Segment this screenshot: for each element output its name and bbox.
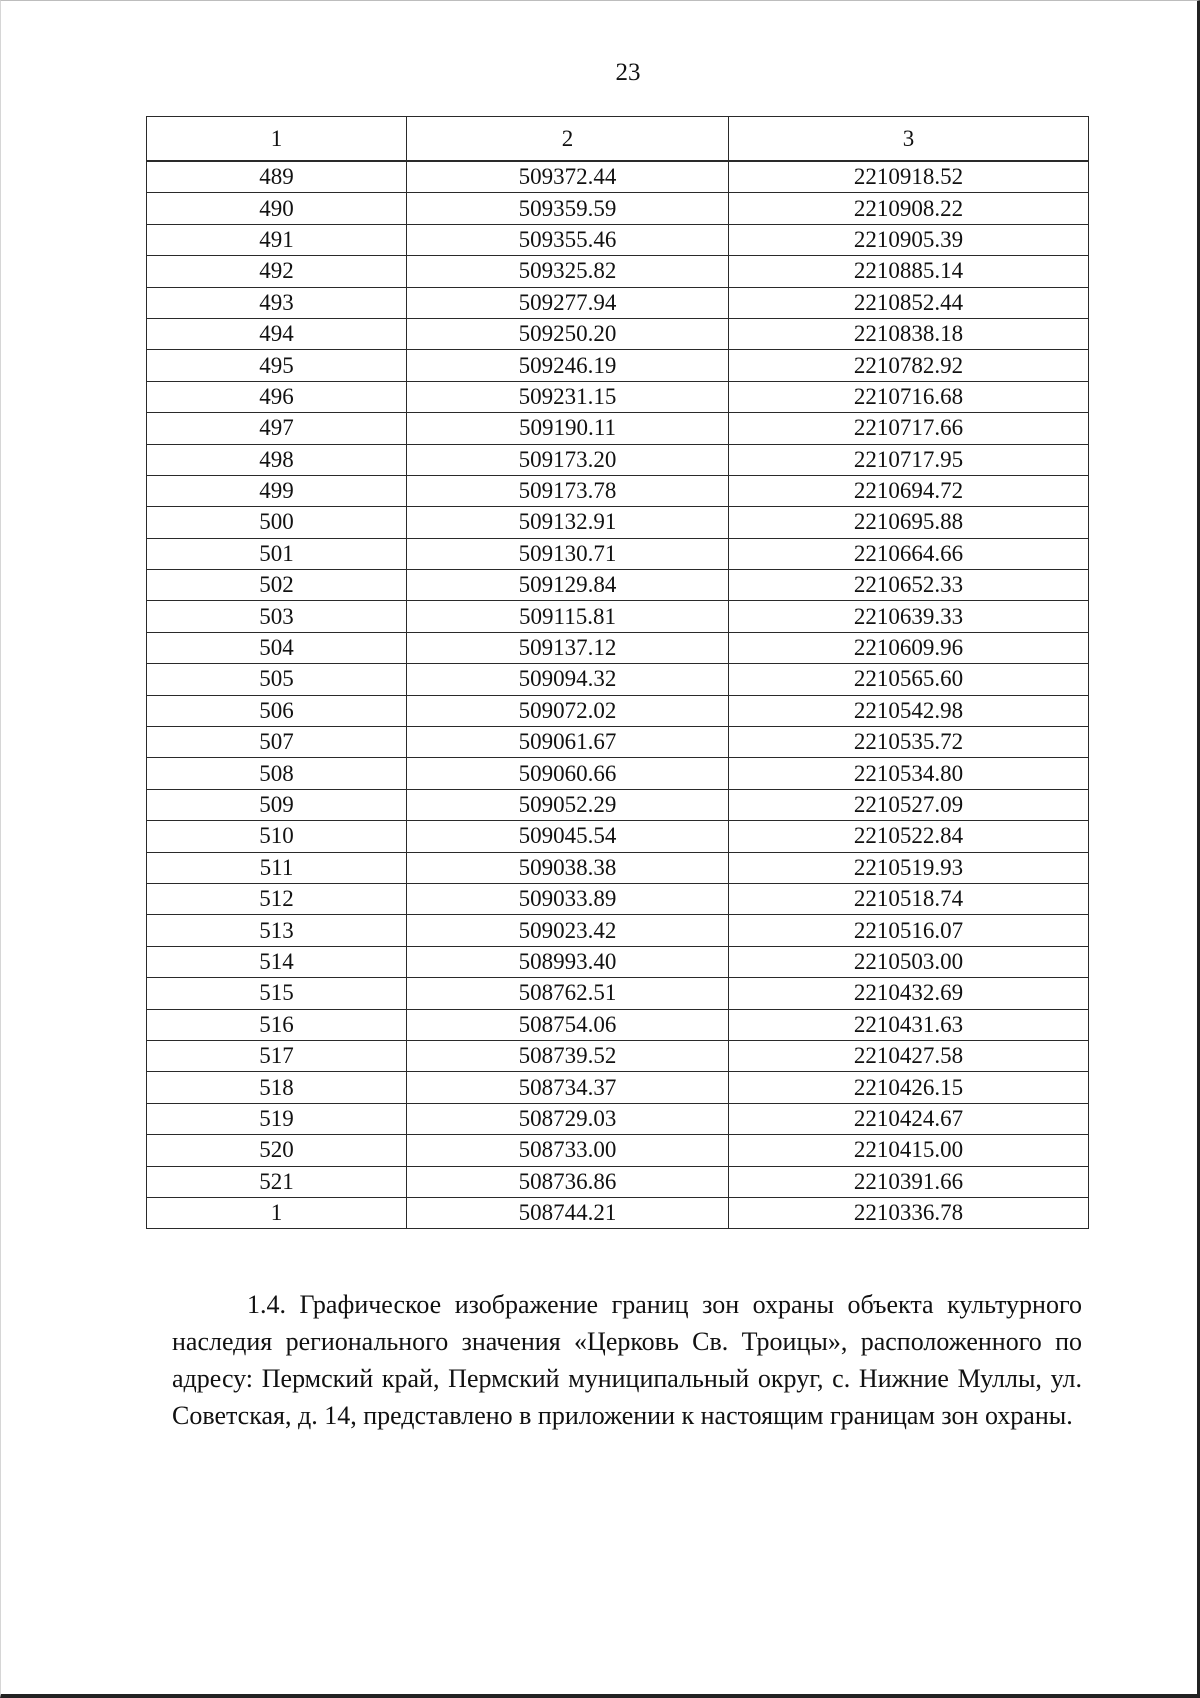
point-number-cell: 508 <box>147 758 407 789</box>
point-number-cell: 518 <box>147 1072 407 1103</box>
point-number-cell: 512 <box>147 883 407 914</box>
table-row <box>147 1166 1089 1197</box>
x-coordinate-cell: 509052.29 <box>407 789 729 820</box>
point-number-cell: 509 <box>147 789 407 820</box>
table-row <box>147 883 1089 914</box>
point-number-cell: 500 <box>147 507 407 538</box>
x-coordinate-cell: 508754.06 <box>407 1009 729 1040</box>
table-row <box>147 695 1089 726</box>
y-coordinate-cell: 2210717.95 <box>729 444 1089 475</box>
x-coordinate-cell: 509038.38 <box>407 852 729 883</box>
y-coordinate-cell: 2210908.22 <box>729 193 1089 224</box>
point-number-cell: 495 <box>147 350 407 381</box>
table-row <box>147 413 1089 444</box>
x-coordinate-cell: 509129.84 <box>407 570 729 601</box>
point-number-cell: 520 <box>147 1135 407 1166</box>
table-row <box>147 381 1089 412</box>
y-coordinate-cell: 2210519.93 <box>729 852 1089 883</box>
y-coordinate-cell: 2210694.72 <box>729 475 1089 506</box>
x-coordinate-cell: 509132.91 <box>407 507 729 538</box>
x-coordinate-cell: 508739.52 <box>407 1040 729 1071</box>
x-coordinate-cell: 509060.66 <box>407 758 729 789</box>
point-number-cell: 1 <box>147 1197 407 1228</box>
table-header-row <box>147 117 1089 162</box>
y-coordinate-cell: 2210527.09 <box>729 789 1089 820</box>
y-coordinate-cell: 2210782.92 <box>729 350 1089 381</box>
y-coordinate-cell: 2210542.98 <box>729 695 1089 726</box>
table-row <box>147 1197 1089 1228</box>
x-coordinate-cell: 509246.19 <box>407 350 729 381</box>
x-coordinate-cell: 509231.15 <box>407 381 729 412</box>
point-number-cell: 506 <box>147 695 407 726</box>
y-coordinate-cell: 2210424.67 <box>729 1103 1089 1134</box>
table-row <box>147 193 1089 224</box>
x-coordinate-cell: 509325.82 <box>407 256 729 287</box>
x-coordinate-cell: 509250.20 <box>407 318 729 349</box>
x-coordinate-cell: 509355.46 <box>407 224 729 255</box>
table-row <box>147 444 1089 475</box>
x-coordinate-cell: 508736.86 <box>407 1166 729 1197</box>
y-coordinate-cell: 2210336.78 <box>729 1197 1089 1228</box>
point-number-cell: 507 <box>147 727 407 758</box>
point-number-cell: 493 <box>147 287 407 318</box>
point-number-cell: 516 <box>147 1009 407 1040</box>
table-row <box>147 1135 1089 1166</box>
point-number-cell: 517 <box>147 1040 407 1071</box>
y-coordinate-cell: 2210534.80 <box>729 758 1089 789</box>
point-number-cell: 521 <box>147 1166 407 1197</box>
table-row <box>147 946 1089 977</box>
table-row <box>147 1072 1089 1103</box>
point-number-cell: 491 <box>147 224 407 255</box>
point-number-cell: 490 <box>147 193 407 224</box>
y-coordinate-cell: 2210918.52 <box>729 161 1089 193</box>
x-coordinate-cell: 509061.67 <box>407 727 729 758</box>
y-coordinate-cell: 2210535.72 <box>729 727 1089 758</box>
table-row <box>147 664 1089 695</box>
point-number-cell: 519 <box>147 1103 407 1134</box>
table-row <box>147 256 1089 287</box>
table-row <box>147 978 1089 1009</box>
y-coordinate-cell: 2210565.60 <box>729 664 1089 695</box>
table-row <box>147 758 1089 789</box>
page-number: 23 <box>615 59 641 86</box>
x-coordinate-cell: 509277.94 <box>407 287 729 318</box>
point-number-cell: 502 <box>147 570 407 601</box>
y-coordinate-cell: 2210427.58 <box>729 1040 1089 1071</box>
x-coordinate-cell: 509094.32 <box>407 664 729 695</box>
x-coordinate-cell: 509045.54 <box>407 821 729 852</box>
coordinates-table <box>146 116 1089 1229</box>
x-coordinate-cell: 509190.11 <box>407 413 729 444</box>
point-number-cell: 505 <box>147 664 407 695</box>
point-number-cell: 514 <box>147 946 407 977</box>
x-coordinate-cell: 509173.20 <box>407 444 729 475</box>
table-row <box>147 1040 1089 1071</box>
x-coordinate-cell: 509072.02 <box>407 695 729 726</box>
table-row <box>147 1103 1089 1134</box>
point-number-cell: 501 <box>147 538 407 569</box>
point-number-cell: 513 <box>147 915 407 946</box>
point-number-cell: 494 <box>147 318 407 349</box>
y-coordinate-cell: 2210885.14 <box>729 256 1089 287</box>
point-number-cell: 496 <box>147 381 407 412</box>
y-coordinate-cell: 2210664.66 <box>729 538 1089 569</box>
point-number-cell: 498 <box>147 444 407 475</box>
point-number-cell: 515 <box>147 978 407 1009</box>
x-coordinate-cell: 508733.00 <box>407 1135 729 1166</box>
y-coordinate-cell: 2210905.39 <box>729 224 1089 255</box>
table-row <box>147 538 1089 569</box>
x-coordinate-cell: 508744.21 <box>407 1197 729 1228</box>
y-coordinate-cell: 2210518.74 <box>729 883 1089 914</box>
point-number-cell: 492 <box>147 256 407 287</box>
y-coordinate-cell: 2210516.07 <box>729 915 1089 946</box>
table-row <box>147 507 1089 538</box>
table-row <box>147 1009 1089 1040</box>
y-coordinate-cell: 2210852.44 <box>729 287 1089 318</box>
x-coordinate-cell: 508762.51 <box>407 978 729 1009</box>
point-number-cell: 511 <box>147 852 407 883</box>
x-coordinate-cell: 509372.44 <box>407 161 729 193</box>
x-coordinate-cell: 509173.78 <box>407 475 729 506</box>
y-coordinate-cell: 2210609.96 <box>729 632 1089 663</box>
x-coordinate-cell: 509137.12 <box>407 632 729 663</box>
x-coordinate-cell: 508729.03 <box>407 1103 729 1134</box>
point-number-cell: 499 <box>147 475 407 506</box>
x-coordinate-cell: 509023.42 <box>407 915 729 946</box>
x-coordinate-cell: 509033.89 <box>407 883 729 914</box>
point-number-cell: 497 <box>147 413 407 444</box>
table-row <box>147 727 1089 758</box>
table-row <box>147 915 1089 946</box>
y-coordinate-cell: 2210652.33 <box>729 570 1089 601</box>
x-coordinate-cell: 509359.59 <box>407 193 729 224</box>
y-coordinate-cell: 2210717.66 <box>729 413 1089 444</box>
y-coordinate-cell: 2210716.68 <box>729 381 1089 412</box>
y-coordinate-cell: 2210426.15 <box>729 1072 1089 1103</box>
column-header: 2 <box>407 117 729 162</box>
table-row <box>147 287 1089 318</box>
y-coordinate-cell: 2210503.00 <box>729 946 1089 977</box>
table-row <box>147 224 1089 255</box>
table-row <box>147 475 1089 506</box>
y-coordinate-cell: 2210391.66 <box>729 1166 1089 1197</box>
y-coordinate-cell: 2210432.69 <box>729 978 1089 1009</box>
y-coordinate-cell: 2210838.18 <box>729 318 1089 349</box>
table-row <box>147 570 1089 601</box>
y-coordinate-cell: 2210639.33 <box>729 601 1089 632</box>
table-row <box>147 852 1089 883</box>
table-body <box>147 161 1089 1229</box>
table-row <box>147 601 1089 632</box>
x-coordinate-cell: 508734.37 <box>407 1072 729 1103</box>
x-coordinate-cell: 509130.71 <box>407 538 729 569</box>
y-coordinate-cell: 2210431.63 <box>729 1009 1089 1040</box>
point-number-cell: 510 <box>147 821 407 852</box>
column-header: 1 <box>147 117 407 162</box>
y-coordinate-cell: 2210522.84 <box>729 821 1089 852</box>
x-coordinate-cell: 509115.81 <box>407 601 729 632</box>
table-row <box>147 821 1089 852</box>
table-row <box>147 161 1089 193</box>
point-number-cell: 489 <box>147 161 407 193</box>
table-row <box>147 318 1089 349</box>
body-paragraph: 1.4. Графическое изображение границ зон охраны объекта культурного наследия регионального значения «Церковь Св. Троицы», расположенного по адресу: Пермский край, Пермский муниципальный округ, с. Нижние Муллы, ул. Советская, д. 14, представлено в приложении к настоящим границам зон охраны. <box>172 1290 1082 1430</box>
point-number-cell: 503 <box>147 601 407 632</box>
table-row <box>147 789 1089 820</box>
y-coordinate-cell: 2210695.88 <box>729 507 1089 538</box>
x-coordinate-cell: 508993.40 <box>407 946 729 977</box>
table-row <box>147 350 1089 381</box>
y-coordinate-cell: 2210415.00 <box>729 1135 1089 1166</box>
point-number-cell: 504 <box>147 632 407 663</box>
table-row <box>147 632 1089 663</box>
column-header: 3 <box>729 117 1089 162</box>
